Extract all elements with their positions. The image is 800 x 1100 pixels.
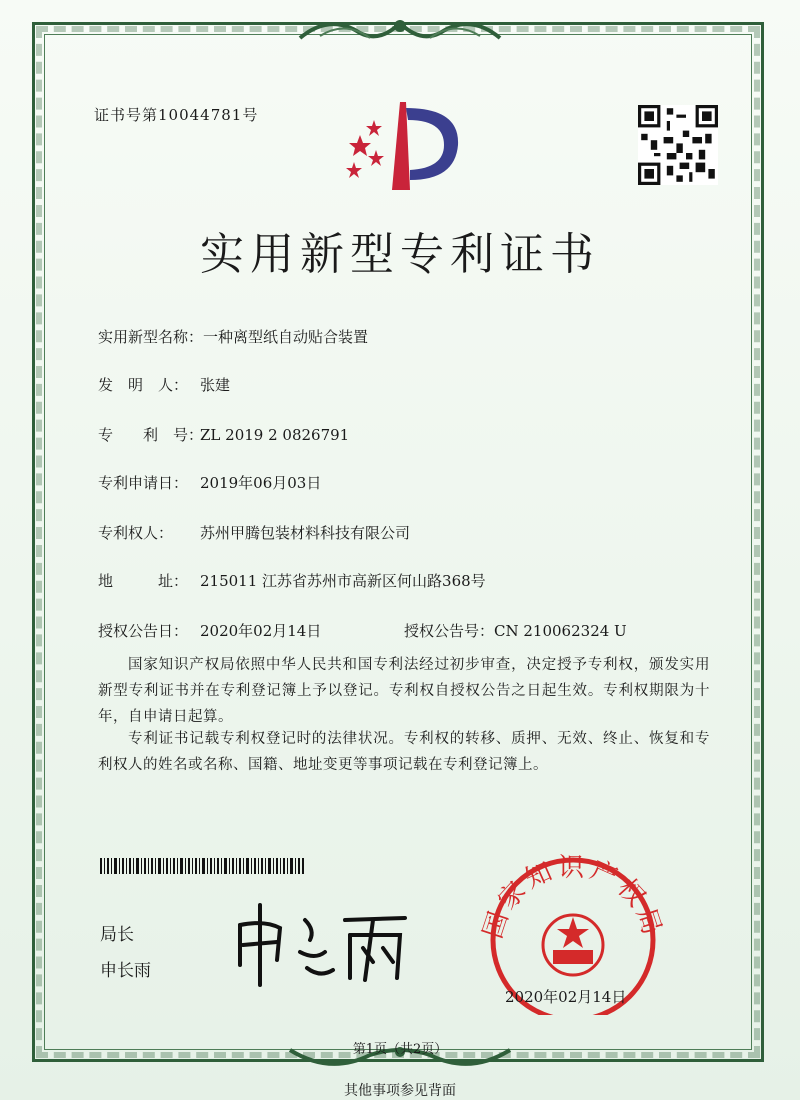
certificate-number: 证书号第10044781号 xyxy=(94,106,259,124)
model-name-label: 实用新型名称： xyxy=(98,328,204,346)
application-date-value: 2019年06月03日 xyxy=(200,474,322,492)
application-date-label: 专利申请日： xyxy=(98,474,189,492)
address-label: 地 址： xyxy=(98,572,189,590)
seal-text: 国家知识产权局 xyxy=(478,853,668,943)
address-value: 215011 江苏省苏州市高新区何山路368号 xyxy=(200,572,486,590)
field-address xyxy=(98,570,486,591)
grant-date-label: 授权公告日： xyxy=(98,622,189,640)
grant-pub-no-label: 授权公告号： xyxy=(404,622,495,640)
field-patent-number xyxy=(98,424,349,445)
certificate-title: 实用新型专利证书 xyxy=(200,229,600,280)
top-ornament-icon xyxy=(290,8,510,48)
inventor-value: 张建 xyxy=(200,376,231,394)
patentee-label: 专利权人： xyxy=(98,524,174,542)
patent-number-label: 专 利 号： xyxy=(98,426,204,444)
seal-date: 2020年02月14日 xyxy=(505,988,627,1006)
barcode-icon xyxy=(100,858,305,874)
grant-date-value: 2020年02月14日 xyxy=(200,622,322,640)
body-paragraph-1: 国家知识产权局依照中华人民共和国专利法经过初步审查，决定授予专利权，颁发实用新型专利证书并在专利登记簿上予以登记。专利权自授权公告之日起生效。专利权期限为十年，自申请日起算。 xyxy=(98,657,710,725)
field-inventor xyxy=(98,374,230,395)
field-patentee xyxy=(98,522,410,543)
field-application-date xyxy=(98,472,321,493)
model-name-value: 一种离型纸自动贴合装置 xyxy=(203,328,369,346)
director-title: 局长 xyxy=(100,925,134,945)
director-signature-icon xyxy=(225,890,415,990)
field-model-name xyxy=(98,326,368,347)
patentee-value: 苏州甲腾包装材料科技有限公司 xyxy=(200,524,411,542)
qr-code-icon xyxy=(638,105,718,185)
body-paragraph-2: 专利证书记载专利权登记时的法律状况。专利权的转移、质押、无效、终止、恢复和专利权人的姓名或名称、国籍、地址变更等事项记载在专利登记簿上。 xyxy=(98,731,710,773)
cnipa-logo-icon xyxy=(340,100,470,195)
field-grant-date xyxy=(98,620,321,641)
grant-pub-no-value: CN 210062324 U xyxy=(494,622,627,640)
patent-number-value: ZL 2019 2 0826791 xyxy=(200,426,350,444)
page-number: 第1页（共2页） xyxy=(352,1042,448,1057)
inventor-label: 发 明 人： xyxy=(98,376,189,394)
footer-note: 其他事项参见背面 xyxy=(344,1083,456,1099)
director-name: 申长雨 xyxy=(100,961,151,981)
field-grant-publication-number xyxy=(404,620,627,641)
